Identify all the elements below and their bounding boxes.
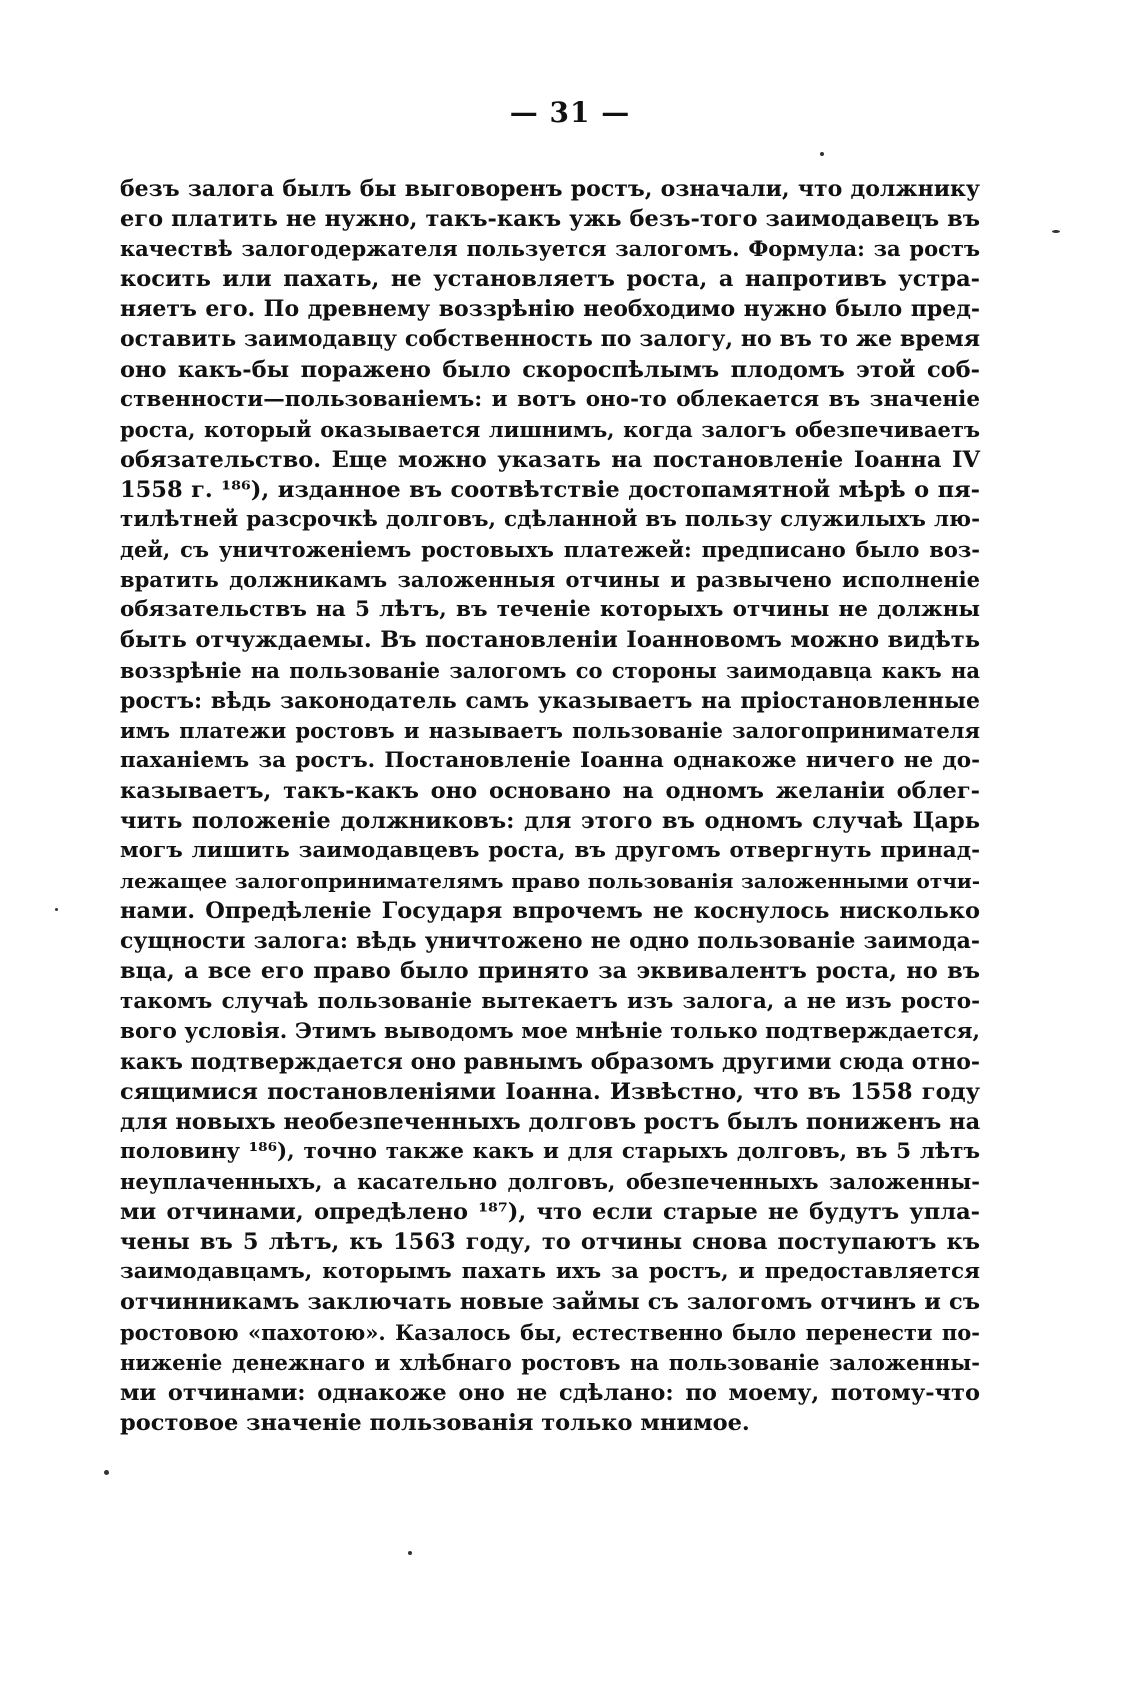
text-line: ростъ: вѣдь законодатель самъ указываетъ на пріостановленные [120,687,980,714]
text-line: роста, который оказывается лишнимъ, когда залогъ обезпечиваетъ [120,416,980,442]
text-line: обязательствъ на 5 лѣтъ, въ теченіе которыхъ отчины не должны [120,597,980,623]
text-line: сущности залога: вѣдь уничтожено не одно пользованіе заимода- [120,928,980,955]
text-line: заимодавцамъ, которымъ пахать ихъ за ростъ, и предоставляется [120,1259,980,1285]
text-line: ростовое значеніе пользованія только мнимое. [120,1409,750,1436]
text-line: няетъ его. По древнему воззрѣнію необходимо нужно было пред- [120,296,980,323]
text-line: нами. Опредѣленіе Государя впрочемъ не коснулось нисколько [120,898,980,925]
text-line: вца, а все его право было принято за эквивалентъ роста, но въ [120,958,980,985]
text-line: качествѣ залогодержателя пользуется залогомъ. Формула: за ростъ [120,236,980,262]
text-line: его платить не нужно, такъ-какъ ужь безъ-того заимодавецъ въ [120,206,980,233]
text-line: дей, съ уничтоженіемъ ростовыхъ платежей: предписано было воз- [120,537,980,563]
text-line: могъ лишить заимодавцевъ роста, въ другомъ отвергнуть принад- [120,838,980,864]
text-line: для новыхъ необезпеченныхъ долговъ ростъ былъ пониженъ на [120,1108,981,1135]
text-line: 1558 г. ¹⁸⁶), изданное въ соотвѣтствіе достопамятной мѣрѣ о пя- [120,476,980,503]
text-line: вого условія. Этимъ выводомъ мое мнѣніе только подтверждается, [120,1018,980,1044]
text-line: какъ подтверждается оно равнымъ образомъ другими сюда отно- [120,1048,980,1075]
text-line: сящимися постановленіями Іоанна. Извѣстно, что въ 1558 году [120,1078,980,1105]
body-text [120,174,980,1438]
print-speck [104,1470,109,1475]
text-line: паханіемъ за ростъ. Постановленіе Іоанна однакоже ничего не до- [120,747,980,773]
text-line: такомъ случаѣ пользованіе вытекаетъ изъ залога, а не изъ росто- [120,988,980,1014]
text-line: ниженіе денежнаго и хлѣбнаго ростовъ на пользованіе заложенны- [120,1349,980,1375]
text-line: казываетъ, такъ-какъ оно основано на одномъ желаніи облег- [120,777,980,804]
text-line: ми отчинами: однакоже оно не сдѣлано: по моему, потому-что [120,1379,980,1406]
print-speck [1052,230,1060,233]
text-line: вратить должникамъ заложенныя отчины и развычено исполненіе [120,567,980,593]
text-line: ростовою «пахотою». Казалось бы, естественно было перенести по- [120,1319,980,1345]
text-line: обязательство. Еще можно указать на постановленіе Іоанна IV [120,446,980,473]
text-line: воззрѣніе на пользованіе залогомъ со стороны заимодавца какъ на [120,657,980,683]
text-line: оно какъ-бы поражено было скороспѣлымъ плодомъ этой соб- [120,356,980,383]
text-line: имъ платежи ростовъ и называетъ пользованіе залогопринимателя [120,717,980,743]
text-line: половину ¹⁸⁶), точно также какъ и для старыхъ долговъ, въ 5 лѣтъ [120,1139,980,1164]
text-line: ми отчинами, опредѣлено ¹⁸⁷), что если старые не будутъ упла- [120,1199,980,1226]
text-line: чить положеніе должниковъ: для этого въ одномъ случаѣ Царь [120,807,980,834]
text-line: чены въ 5 лѣтъ, къ 1563 году, то отчины снова поступаютъ къ [120,1229,980,1256]
text-line: ственности—пользованіемъ: и вотъ оно-то облекается въ значеніе [120,386,980,412]
print-speck [55,908,58,911]
text-line: отчинникамъ заключать новые займы съ залогомъ отчинъ и съ [120,1289,980,1316]
text-line: лежащее залогопринимателямъ право пользованія заложенными отчи- [120,869,980,894]
text-line: безъ залога былъ бы выговоренъ ростъ, означали, что должнику [120,176,980,202]
text-line: оставить заимодавцу собственность по залогу, но въ то же время [120,326,980,353]
text-line: неуплаченныхъ, а касательно долговъ, обезпеченныхъ заложенны- [120,1169,980,1195]
text-line: косить или пахать, не установляетъ роста, а напротивъ устра- [120,266,980,293]
text-line: тилѣтней разсрочкѣ долговъ, сдѣланной въ пользу служилыхъ лю- [120,507,980,533]
print-speck [408,1551,412,1555]
print-speck [820,152,824,156]
text-line: быть отчуждаемы. Въ постановленіи Іоанновомъ можно видѣть [120,627,980,654]
page-number: — 31 — [509,96,631,129]
